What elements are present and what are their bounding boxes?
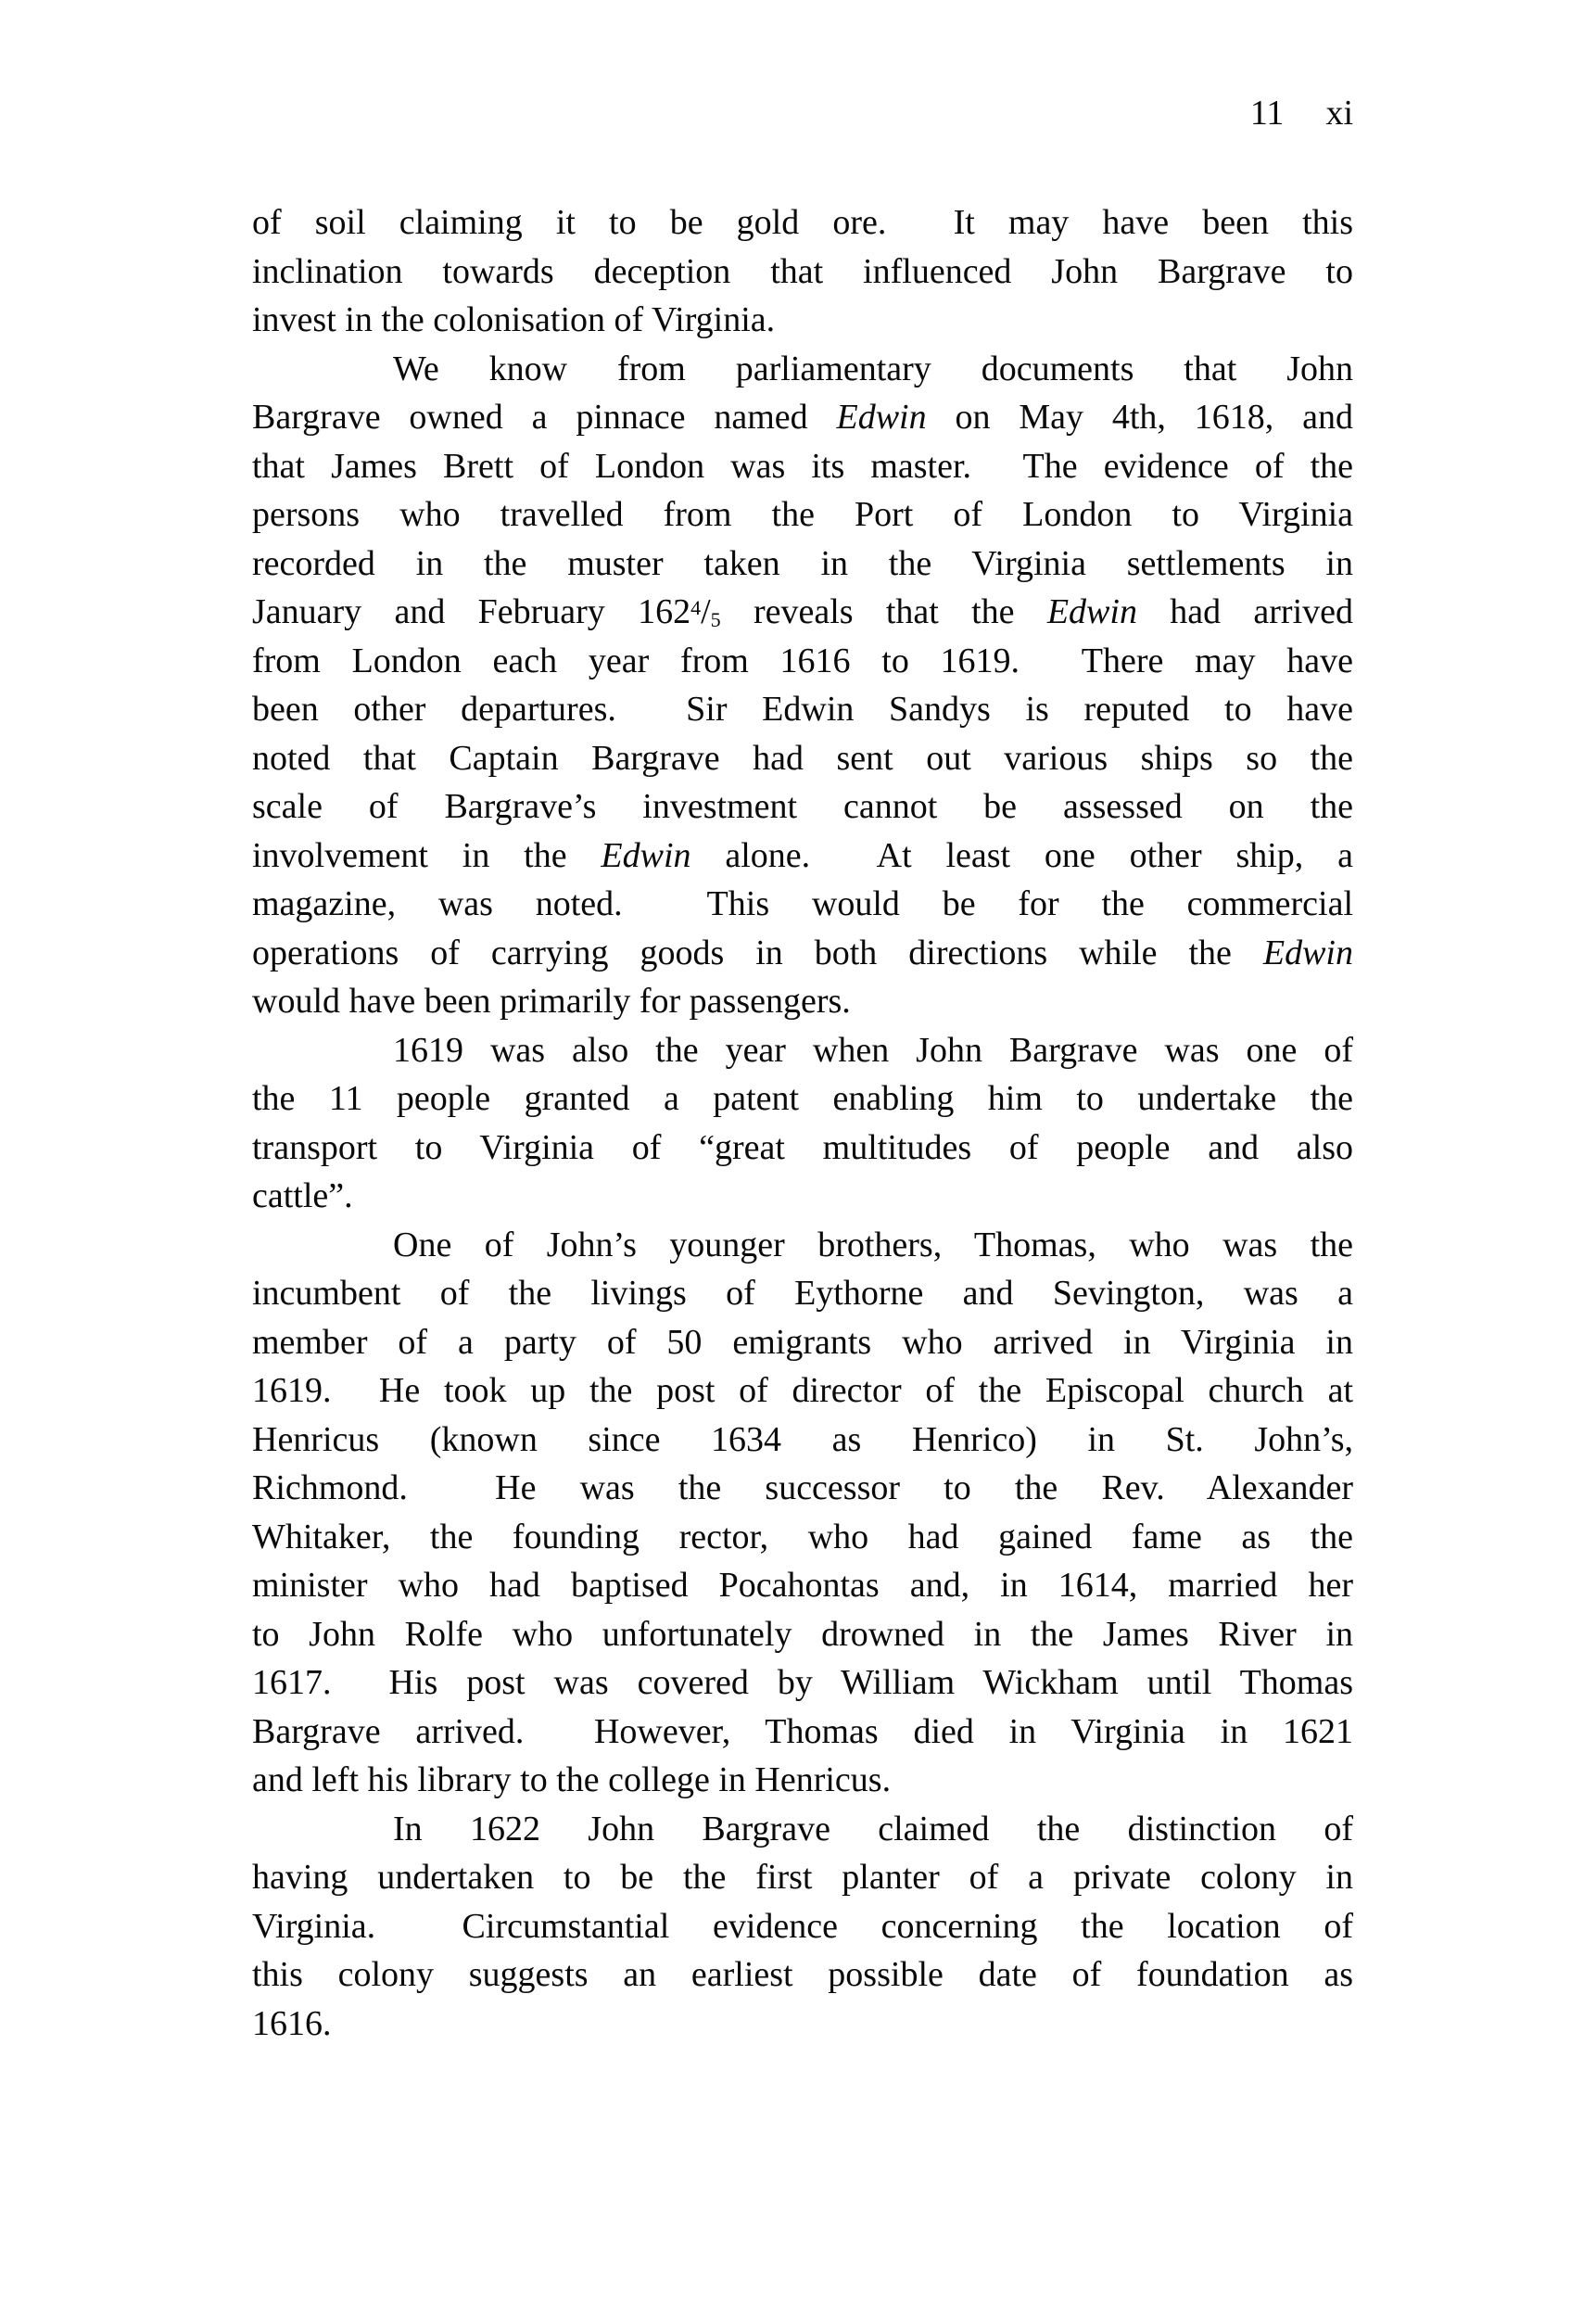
text-line: [252, 782, 1353, 832]
text-run: scale of Bargrave’s investment cannot be assessed on the: [252, 787, 1353, 826]
text-line: [252, 1221, 1353, 1270]
text-line: [252, 977, 1353, 1026]
paragraph: [252, 1221, 1353, 1805]
text-run: 1619 was also the year when John Bargrave was one of: [393, 1030, 1353, 1070]
text-line: [252, 296, 1353, 345]
text-line: [252, 1366, 1353, 1416]
text-run: persons who travelled from the Port of London to Virginia: [252, 495, 1353, 534]
text-run: from London each year from 1616 to 1619. There may have: [252, 641, 1353, 680]
text-run: the 11 people granted a patent enabling him to undertake the: [252, 1079, 1353, 1118]
text-line: [252, 1124, 1353, 1173]
text-run: been other departures. Sir Edwin Sandys is reputed to have: [252, 690, 1353, 729]
text-run: One of John’s younger brothers, Thomas, who was the: [393, 1225, 1353, 1264]
text-run: Richmond. He was the successor to the Rev. Alexander: [252, 1468, 1353, 1507]
text-line: [252, 1756, 1353, 1805]
text-line: [252, 2000, 1353, 2049]
text-run: inclination towards deception that influenced John Bargrave to: [252, 251, 1353, 291]
text-line: [252, 1708, 1353, 1757]
text-run: having undertaken to be the first planter of a private colony in: [252, 1858, 1353, 1897]
text-run: invest in the colonisation of Virginia.: [252, 300, 776, 339]
text-line: [252, 1805, 1353, 1854]
text-run: to John Rolfe who unfortunately drowned in the James River in: [252, 1614, 1353, 1654]
text-line: [252, 1513, 1353, 1562]
text-line: [252, 1610, 1353, 1659]
text-line: [252, 490, 1353, 540]
text-line: [252, 248, 1353, 297]
text-run: involvement in the: [252, 835, 602, 875]
text-run: 1617. His post was covered by William Wickham until Thomas: [252, 1663, 1353, 1702]
text-line: [252, 1269, 1353, 1318]
text-run: Henricus (known since 1634 as Henrico) in St. John’s,: [252, 1419, 1353, 1459]
text-run: that James Brett of London was its master. The evidence of the: [252, 446, 1353, 486]
text-line: [252, 929, 1353, 978]
text-run: noted that Captain Bargrave had sent out various ships so the: [252, 738, 1353, 778]
text-line: [252, 442, 1353, 491]
text-run: Virginia. Circumstantial evidence concerning the location of: [252, 1906, 1353, 1946]
text-line: [252, 198, 1353, 248]
text-run: In 1622 John Bargrave claimed the distinction of: [393, 1809, 1353, 1848]
text-line: [252, 685, 1353, 734]
text-line: [252, 1074, 1353, 1124]
text-run: had arrived: [1136, 592, 1353, 631]
text-run: 1619. He took up the post of director of the Episcopal church at: [252, 1371, 1353, 1410]
text-run: minister who had baptised Pocahontas and, in 1614, married her: [252, 1566, 1353, 1605]
text-run: recorded in the muster taken in the Virginia settlements in: [252, 543, 1353, 583]
text-run: reveals that the: [720, 592, 1047, 631]
text-run: Bargrave arrived. However, Thomas died in Virginia in 1621: [252, 1711, 1353, 1751]
text-line: [252, 1172, 1353, 1221]
page-number: 11: [1249, 94, 1285, 133]
folio-number: xi: [1325, 94, 1353, 133]
text-line: [252, 1561, 1353, 1610]
text-run: /: [701, 592, 711, 631]
text-run: 4: [690, 595, 702, 619]
text-run: Whitaker, the founding rector, who had gained fame as the: [252, 1517, 1353, 1556]
text-run: Bargrave owned a pinnace named: [252, 398, 837, 437]
text-line: [252, 1853, 1353, 1902]
text-run: January and February 162: [252, 592, 691, 631]
text-run: would have been primarily for passengers.: [252, 982, 851, 1021]
text-line: [252, 393, 1353, 442]
italic-text-run: Edwin: [836, 398, 927, 437]
text-line: [252, 832, 1353, 881]
text-line: [252, 1902, 1353, 1951]
text-line: [252, 588, 1353, 637]
text-run: operations of carrying goods in both directions while the: [252, 933, 1263, 972]
body-text: [252, 198, 1353, 2048]
text-run: and left his library to the college in Henricus.: [252, 1760, 892, 1799]
paragraph: [252, 198, 1353, 345]
text-line: [252, 880, 1353, 929]
text-line: [252, 1416, 1353, 1465]
text-line: [252, 734, 1353, 783]
text-run: member of a party of 50 emigrants who arrived in Virginia in: [252, 1322, 1353, 1362]
paragraph: [252, 1805, 1353, 2049]
text-run: 1616.: [252, 2003, 332, 2043]
running-header: [1250, 93, 1353, 133]
text-line: [252, 1950, 1353, 2000]
text-run: magazine, was noted. This would be for the commercial: [252, 884, 1353, 923]
text-line: [252, 637, 1353, 686]
text-run: alone. At least one other ship, a: [690, 835, 1353, 875]
text-run: this colony suggests an earliest possible date of foundation as: [252, 1955, 1353, 1994]
paragraph: [252, 1026, 1353, 1221]
text-line: [252, 345, 1353, 394]
text-line: [252, 540, 1353, 589]
text-run: of soil claiming it to be gold ore. It may have been this: [252, 203, 1353, 242]
text-line: [252, 1658, 1353, 1708]
text-run: We know from parliamentary documents that John: [393, 349, 1353, 388]
text-run: transport to Virginia of “great multitudes of people and also: [252, 1127, 1353, 1167]
text-line: [252, 1464, 1353, 1513]
text-run: 5: [710, 607, 721, 631]
text-line: [252, 1318, 1353, 1367]
italic-text-run: Edwin: [601, 835, 691, 875]
italic-text-run: Edwin: [1262, 933, 1353, 972]
text-run: on May 4th, 1618, and: [926, 398, 1354, 437]
italic-text-run: Edwin: [1046, 592, 1137, 631]
paragraph: [252, 345, 1353, 1026]
text-run: incumbent of the livings of Eythorne and Sevington, was a: [252, 1274, 1353, 1313]
text-line: [252, 1026, 1353, 1075]
text-run: cattle”.: [252, 1176, 353, 1215]
